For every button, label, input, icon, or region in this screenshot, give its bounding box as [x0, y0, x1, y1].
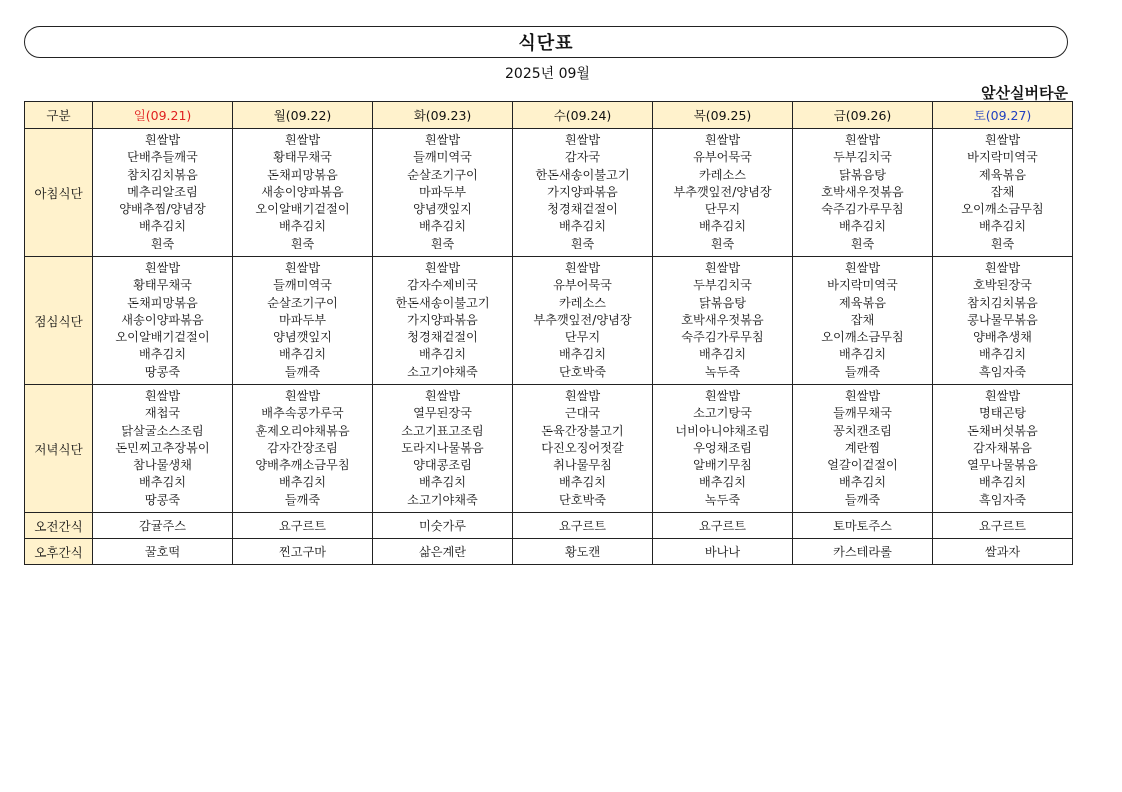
- dish-item: 도라지나물볶음: [401, 440, 484, 455]
- dish-item: 한돈새송이불고기: [395, 295, 490, 310]
- snack-cell-sun: 꿀호떡: [93, 539, 233, 565]
- snack-row: [25, 513, 1073, 539]
- dish-item: 흰쌀밥: [284, 261, 321, 276]
- dish-item: 양념깻잎지: [273, 330, 332, 345]
- dish-item: 양배추깨소금무침: [255, 458, 350, 473]
- dish-item: 흰쌀밥: [144, 133, 181, 148]
- meal-row: [25, 385, 1073, 513]
- meal-cell-fri: [793, 129, 933, 257]
- meal-cell-mon: [233, 385, 373, 513]
- dish-item: 소고기야채죽: [407, 492, 478, 507]
- dish-item: 마파두부: [278, 312, 327, 327]
- day-header-sun: 일(09.21): [93, 102, 233, 129]
- dish-item: 흰죽: [150, 236, 175, 251]
- dish-item: 흰쌀밥: [844, 261, 881, 276]
- day-header-sat: 토(09.27): [933, 102, 1073, 129]
- dish-item: 흑임자죽: [978, 364, 1027, 379]
- dish-item: 배추김치: [278, 219, 327, 234]
- meal-row: [25, 129, 1073, 257]
- dish-item: 근대국: [564, 406, 601, 421]
- dish-item: 돈육간장불고기: [541, 423, 624, 438]
- dish-item: 흰쌀밥: [984, 133, 1021, 148]
- dish-item: 돈민찌고추장볶이: [115, 440, 210, 455]
- meal-label: 저녁식단: [25, 385, 93, 513]
- dish-item: 카레소스: [558, 295, 607, 310]
- dish-item: 바지락미역국: [827, 278, 898, 293]
- dish-item: 들깨미역국: [273, 278, 332, 293]
- dish-item: 단호박죽: [558, 364, 607, 379]
- dish-item: 부추깻잎전/양념장: [673, 184, 772, 199]
- dish-item: 흰쌀밥: [844, 133, 881, 148]
- dish-item: 배추김치: [278, 347, 327, 362]
- dish-item: 배추김치: [558, 219, 607, 234]
- meal-cell-tue: [373, 257, 513, 385]
- dish-item: 흰죽: [990, 236, 1015, 251]
- dish-item: 흰쌀밥: [424, 133, 461, 148]
- dish-item: 배추김치: [558, 347, 607, 362]
- day-header-tue: 화(09.23): [373, 102, 513, 129]
- facility-name: 앞산실버타운: [981, 84, 1068, 102]
- dish-item: 열무된장국: [413, 406, 472, 421]
- dish-item: 배추김치: [978, 219, 1027, 234]
- dish-item: 새송이양파볶음: [261, 184, 344, 199]
- dish-item: 배추김치: [418, 219, 467, 234]
- snack-row: [25, 539, 1073, 565]
- dish-item: 소고기표고조림: [401, 423, 484, 438]
- snack-cell-sat: 쌀과자: [933, 539, 1073, 565]
- dish-item: 순살조기구이: [267, 295, 338, 310]
- dish-item: 흰쌀밥: [984, 261, 1021, 276]
- dish-item: 두부김치국: [833, 150, 892, 165]
- snack-label: 오후간식: [25, 539, 93, 565]
- dish-item: 흰쌀밥: [144, 261, 181, 276]
- dish-item: 배추속콩가루국: [261, 406, 344, 421]
- dish-item: 감자간장조림: [267, 440, 338, 455]
- dish-item: 배추김치: [558, 475, 607, 490]
- meal-row: [25, 257, 1073, 385]
- dish-item: 오이깨소금무침: [821, 330, 904, 345]
- dish-item: 땅콩죽: [144, 364, 181, 379]
- dish-item: 양배추찜/양념장: [119, 202, 206, 217]
- dish-item: 계란찜: [844, 440, 881, 455]
- dish-item: 유부어묵국: [553, 278, 612, 293]
- dish-item: 우엉채조림: [693, 440, 752, 455]
- dish-item: 들깨죽: [284, 492, 321, 507]
- dish-item: 황태무채국: [133, 278, 192, 293]
- dish-item: 오이알배기겉절이: [115, 330, 210, 345]
- meal-cell-thu: [653, 129, 793, 257]
- page-title: 식단표: [518, 33, 574, 54]
- meal-cell-thu: [653, 385, 793, 513]
- dish-item: 배추김치: [418, 475, 467, 490]
- dish-item: 오이깨소금무침: [961, 202, 1044, 217]
- meal-cell-tue: [373, 385, 513, 513]
- meal-label: 아침식단: [25, 129, 93, 257]
- dish-item: 들깨무채국: [833, 406, 892, 421]
- dish-item: 배추김치: [838, 219, 887, 234]
- dish-item: 청경채겉절이: [547, 202, 618, 217]
- dish-item: 흰쌀밥: [284, 133, 321, 148]
- snack-cell-tue: 삶은계란: [373, 539, 513, 565]
- dish-item: 단무지: [564, 330, 601, 345]
- dish-item: 제육볶음: [838, 295, 887, 310]
- dish-item: 열무나물볶음: [967, 458, 1038, 473]
- dish-item: 두부김치국: [693, 278, 752, 293]
- dish-item: 흰죽: [290, 236, 315, 251]
- dish-item: 단배추들깨국: [127, 150, 198, 165]
- day-header-mon: 월(09.22): [233, 102, 373, 129]
- dish-item: 마파두부: [418, 184, 467, 199]
- dish-item: 오이알배기겉절이: [255, 202, 350, 217]
- dish-item: 취나물무침: [553, 458, 612, 473]
- snack-cell-thu: 바나나: [653, 539, 793, 565]
- meal-cell-sat: [933, 257, 1073, 385]
- dish-item: 배추김치: [838, 475, 887, 490]
- title-banner: [24, 26, 1068, 58]
- dish-item: 가지양파볶음: [547, 184, 618, 199]
- dish-item: 배추김치: [278, 475, 327, 490]
- dish-item: 배추김치: [138, 219, 187, 234]
- dish-item: 배추김치: [138, 347, 187, 362]
- dish-item: 양배추생채: [973, 330, 1032, 345]
- category-header: 구분: [25, 102, 93, 129]
- dish-item: 너비아니야채조림: [675, 423, 770, 438]
- dish-item: 카레소스: [698, 167, 747, 182]
- dish-item: 단호박죽: [558, 492, 607, 507]
- dish-item: 닭살굴소스조림: [121, 423, 204, 438]
- dish-item: 호박새우젓볶음: [821, 184, 904, 199]
- dish-item: 배추김치: [418, 347, 467, 362]
- dish-item: 바지락미역국: [967, 150, 1038, 165]
- dish-item: 감자수제비국: [407, 278, 478, 293]
- dish-item: 돈채피망볶음: [127, 295, 198, 310]
- dish-item: 청경채겉절이: [407, 330, 478, 345]
- dish-item: 들깨죽: [844, 492, 881, 507]
- dish-item: 새송이양파볶음: [121, 312, 204, 327]
- dish-item: 배추김치: [698, 347, 747, 362]
- dish-item: 배추김치: [838, 347, 887, 362]
- meal-label: 점심식단: [25, 257, 93, 385]
- dish-item: 녹두죽: [704, 492, 741, 507]
- dish-item: 숙주김가루무침: [821, 202, 904, 217]
- dish-item: 제육볶음: [978, 167, 1027, 182]
- dish-item: 가지양파볶음: [407, 312, 478, 327]
- dish-item: 돈채피망볶음: [267, 167, 338, 182]
- dish-item: 참치김치볶음: [127, 167, 198, 182]
- dish-item: 소고기탕국: [693, 406, 752, 421]
- dish-item: 다진오징어젓갈: [541, 440, 624, 455]
- meal-cell-mon: [233, 257, 373, 385]
- dish-item: 부추깻잎전/양념장: [533, 312, 632, 327]
- dish-item: 돈채버섯볶음: [967, 423, 1038, 438]
- dish-item: 흰죽: [430, 236, 455, 251]
- day-header-thu: 목(09.25): [653, 102, 793, 129]
- dish-item: 황태무채국: [273, 150, 332, 165]
- dish-item: 유부어묵국: [693, 150, 752, 165]
- dish-item: 닭볶음탕: [838, 167, 887, 182]
- dish-item: 배추김치: [978, 347, 1027, 362]
- dish-item: 흰죽: [570, 236, 595, 251]
- meal-cell-mon: [233, 129, 373, 257]
- dish-item: 배추김치: [698, 475, 747, 490]
- dish-item: 흰쌀밥: [984, 389, 1021, 404]
- month-label: 2025년 09월: [505, 66, 590, 82]
- snack-cell-mon: 요구르트: [233, 513, 373, 539]
- dish-item: 잡채: [990, 184, 1015, 199]
- meal-cell-sat: [933, 385, 1073, 513]
- dish-item: 단무지: [704, 202, 741, 217]
- dish-item: 흰쌀밥: [704, 261, 741, 276]
- meal-cell-fri: [793, 385, 933, 513]
- dish-item: 배추김치: [978, 475, 1027, 490]
- dish-item: 흰쌀밥: [704, 133, 741, 148]
- dish-item: 흰쌀밥: [284, 389, 321, 404]
- meal-cell-sun: [93, 129, 233, 257]
- dish-item: 들깨죽: [844, 364, 881, 379]
- meal-cell-wed: [513, 129, 653, 257]
- meal-cell-sat: [933, 129, 1073, 257]
- dish-item: 양대콩조림: [413, 458, 472, 473]
- dish-item: 감자국: [564, 150, 601, 165]
- snack-cell-thu: 요구르트: [653, 513, 793, 539]
- meal-cell-sun: [93, 257, 233, 385]
- dish-item: 녹두죽: [704, 364, 741, 379]
- dish-item: 양념깻잎지: [413, 202, 472, 217]
- meal-cell-wed: [513, 385, 653, 513]
- dish-item: 재첩국: [144, 406, 181, 421]
- dish-item: 숙주김가루무침: [681, 330, 764, 345]
- dish-item: 감자채볶음: [973, 440, 1032, 455]
- snack-cell-wed: 황도캔: [513, 539, 653, 565]
- dish-item: 참치김치볶음: [967, 295, 1038, 310]
- dish-item: 흰죽: [710, 236, 735, 251]
- dish-item: 흰쌀밥: [704, 389, 741, 404]
- dish-item: 닭볶음탕: [698, 295, 747, 310]
- dish-item: 한돈새송이불고기: [535, 167, 630, 182]
- dish-item: 땅콩죽: [144, 492, 181, 507]
- header-row: [25, 102, 1073, 129]
- snack-cell-mon: 찐고구마: [233, 539, 373, 565]
- dish-item: 콩나물무볶음: [967, 312, 1038, 327]
- dish-item: 배추김치: [698, 219, 747, 234]
- dish-item: 흰쌀밥: [564, 389, 601, 404]
- dish-item: 배추김치: [138, 475, 187, 490]
- meal-cell-tue: [373, 129, 513, 257]
- dish-item: 잡채: [850, 312, 875, 327]
- dish-item: 호박된장국: [973, 278, 1032, 293]
- dish-item: 참나물생채: [133, 458, 192, 473]
- dish-item: 흰쌀밥: [564, 261, 601, 276]
- dish-item: 메추리알조림: [127, 184, 198, 199]
- dish-item: 흰쌀밥: [564, 133, 601, 148]
- dish-item: 순살조기구이: [407, 167, 478, 182]
- dish-item: 흰쌀밥: [424, 261, 461, 276]
- meal-cell-wed: [513, 257, 653, 385]
- meal-cell-fri: [793, 257, 933, 385]
- dish-item: 알배기무침: [693, 458, 752, 473]
- dish-item: 꽁치캔조림: [833, 423, 892, 438]
- snack-label: 오전간식: [25, 513, 93, 539]
- dish-item: 흰쌀밥: [844, 389, 881, 404]
- day-header-wed: 수(09.24): [513, 102, 653, 129]
- dish-item: 호박새우젓볶음: [681, 312, 764, 327]
- meal-cell-sun: [93, 385, 233, 513]
- meal-cell-thu: [653, 257, 793, 385]
- snack-cell-sun: 감귤주스: [93, 513, 233, 539]
- dish-item: 들깨죽: [284, 364, 321, 379]
- dish-item: 들깨미역국: [413, 150, 472, 165]
- dish-item: 흰쌀밥: [424, 389, 461, 404]
- dish-item: 소고기야채죽: [407, 364, 478, 379]
- snack-cell-sat: 요구르트: [933, 513, 1073, 539]
- dish-item: 훈제오리야채볶음: [255, 423, 350, 438]
- dish-item: 얼갈이겉절이: [827, 458, 898, 473]
- meal-table: [24, 101, 1073, 565]
- snack-cell-tue: 미숫가루: [373, 513, 513, 539]
- snack-cell-fri: 카스테라롤: [793, 539, 933, 565]
- day-header-fri: 금(09.26): [793, 102, 933, 129]
- dish-item: 흑임자죽: [978, 492, 1027, 507]
- dish-item: 흰죽: [850, 236, 875, 251]
- dish-item: 흰쌀밥: [144, 389, 181, 404]
- snack-cell-fri: 토마토주스: [793, 513, 933, 539]
- dish-item: 명태곤탕: [978, 406, 1027, 421]
- snack-cell-wed: 요구르트: [513, 513, 653, 539]
